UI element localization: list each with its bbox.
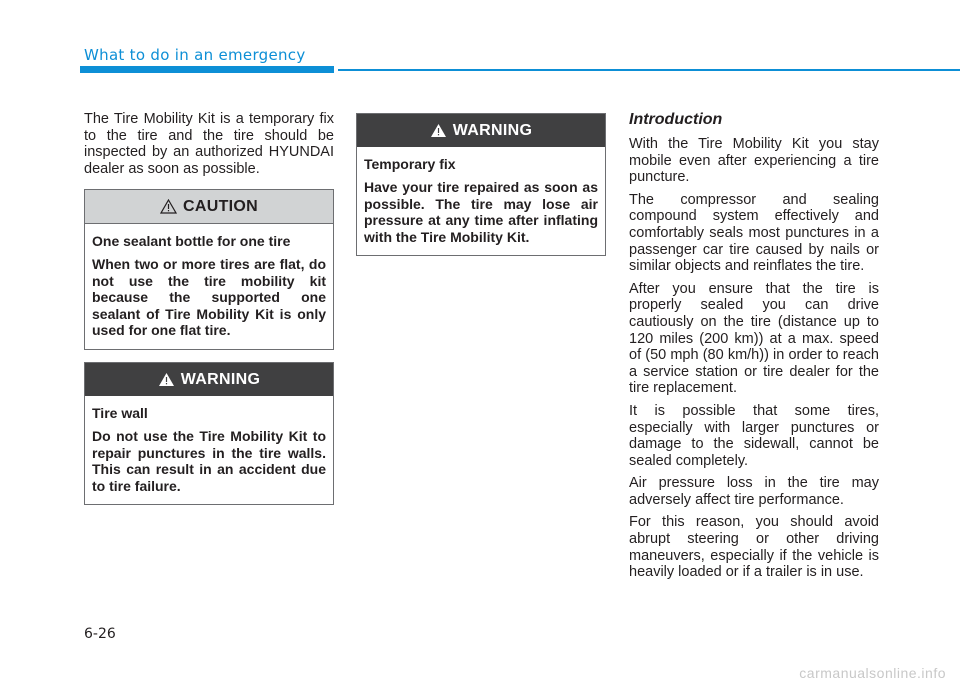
body-paragraph: The compressor and sealing compound system effectively and comfortably seals most punctures in a passenger car tire caused by nails or similar objects and reinflates the tire.: [629, 191, 879, 275]
tire-wall-warning-box: [84, 362, 334, 505]
warning-text: Have your tire repaired as soon as possible. The tire may lose air pressure at any time after inflating with the Tire Mobility Kit.: [364, 179, 598, 245]
warning-triangle-icon: [430, 123, 447, 138]
caution-text: When two or more tires are flat, do not use the tire mobility kit because the supported one sealant of Tire Mobility Kit is only used for one flat tire.: [92, 256, 326, 339]
page-number: 6-26: [84, 626, 116, 642]
left-column: [84, 111, 334, 183]
header-rule: [338, 69, 960, 71]
caution-box: [84, 189, 334, 350]
watermark: carmanualsonline.info: [799, 665, 946, 681]
caution-triangle-icon: [160, 199, 177, 214]
caution-label: CAUTION: [183, 197, 258, 215]
warning-body: [85, 396, 333, 504]
caution-header: [85, 190, 333, 224]
warning-label: WARNING: [180, 370, 261, 388]
body-paragraph: For this reason, you should avoid abrupt steering or other driving maneuvers, especially if the vehicle is heavily loaded or if a trailer is in use.: [629, 514, 879, 581]
right-column: [629, 110, 879, 587]
temporary-fix-warning-box: [356, 113, 606, 256]
body-paragraph: It is possible that some tires, especially with larger punctures or damage to the sidewall, cannot be sealed completely.: [629, 402, 879, 469]
header-accent-bar: [80, 66, 334, 73]
body-paragraph: After you ensure that the tire is properly sealed you can drive cautiously on the tire (distance up to 120 miles (200 km)) at a max. speed of (50 mph (80 km/h)) in order to reach a service station or tire dealer for the tire replacement.: [629, 280, 879, 397]
warning-title: Temporary fix: [364, 156, 456, 172]
warning-label: WARNING: [452, 121, 533, 139]
warning-body: [357, 147, 605, 255]
caution-title: One sealant bottle for one tire: [92, 233, 291, 249]
body-paragraph: Air pressure loss in the tire may adversely affect tire performance.: [629, 475, 879, 508]
warning-title: Tire wall: [92, 405, 148, 421]
warning-header: [357, 114, 605, 147]
section-title: What to do in an emergency: [84, 46, 306, 64]
caution-body: [85, 224, 333, 349]
intro-paragraph: The Tire Mobility Kit is a temporary fix to the tire and the tire should be inspected by an authorized HYUNDAI dealer as soon as possible.: [84, 111, 334, 177]
introduction-heading: Introduction: [629, 111, 723, 128]
warning-text: Do not use the Tire Mobility Kit to repair punctures in the tire walls. This can result in an accident due to tire failure.: [92, 428, 326, 494]
warning-triangle-icon: [158, 372, 175, 387]
body-paragraph: With the Tire Mobility Kit you stay mobile even after experiencing a tire puncture.: [629, 136, 879, 186]
warning-header: [85, 363, 333, 396]
